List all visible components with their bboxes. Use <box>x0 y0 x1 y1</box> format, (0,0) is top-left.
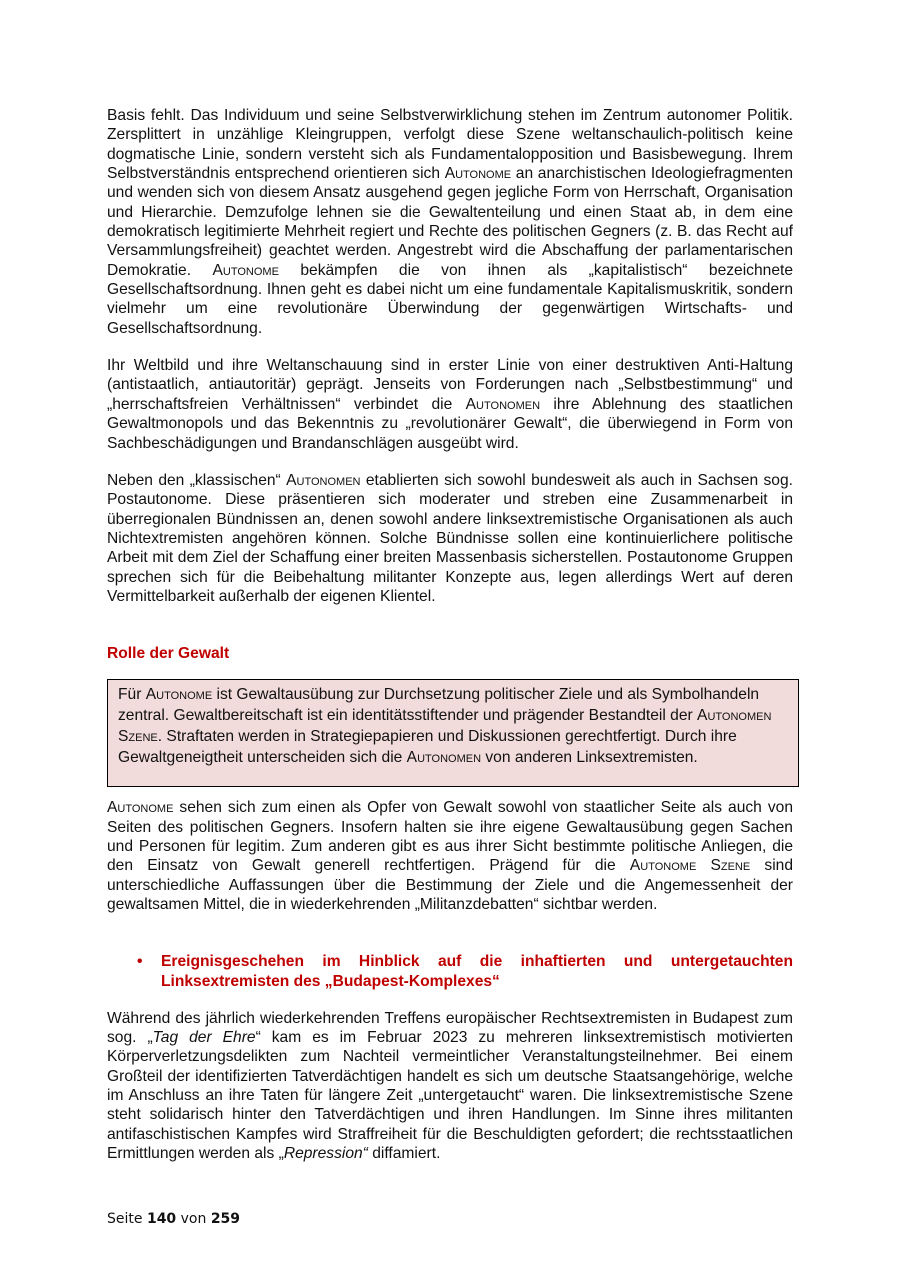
term-autonome: Autonome <box>212 261 279 279</box>
term-autonomen: Autonomen <box>406 748 482 766</box>
highlight-box-text <box>118 685 788 768</box>
text-run: Für <box>118 686 146 704</box>
total-pages-number: 259 <box>210 1211 241 1227</box>
text-run: “ kam es im Februar 2023 zu mehreren linksextremistisch motivierten Körperverletzungsdelikten zum Nachteil vermeintlicher Veranstaltungsteilnehmer. Bei einem Großteil der identifizierten Tatverdächtigen handelt es sich um deutsche Staatsangehörige, welche im Anschluss an ihre Taten für längere Zeit „untergetaucht“ waren. Die linksextremistische Szene steht solidarisch hinter den Tatverdächtigen und ihren Handlungen. Im Sinne ihres militanten antifaschistischen Kampfes wird Straffreiheit für die Beschuldigten gefordert; die rechtsstaatlichen Ermittlungen werden als „ <box>107 1028 794 1162</box>
term-autonome: Autonome <box>444 165 512 183</box>
text-run: etablierten sich sowohl bundesweit als auch in Sachsen sog. Postautonome. Diese präsentieren sich moderater und streben eine Zusammenarbeit in überregionalen Bündnissen an, denen sowohl andere linksextremistische Organisationen als auch Nichtextremisten angehören können. Solche Bündnisse sollen eine kontinuierlichere politische Arbeit mit dem Ziel der Schaffung einer breiten Massenbasis sicherstellen. Postautonome Gruppen sprechen sich für die Beibehaltung militanter Konzepte aus, legen allerdings Wert auf deren Vermittelbarkeit außerhalb der eigenen Klientel. <box>107 471 793 605</box>
text-run: ihre Ablehnung des staatlichen Gewaltmonopols und das Bekenntnis zu „revolutionärer Gewalt“, die überwiegend in Form von Sachbeschädigungen und Brandanschlägen ausgeübt wird. <box>107 395 793 452</box>
term-autonomen: Autonomen <box>286 471 361 489</box>
section-heading: Rolle der Gewalt <box>107 645 230 663</box>
bullet-heading: Ereignisgeschehen im Hinblick auf die inhaftierten und untergetauchten Linksextremisten des „Budapest-Komplexes“ <box>161 952 793 990</box>
text-run: sehen sich zum einen als Opfer von Gewalt sowohl von staatlicher Seite als auch von Seiten des politischen Gegners. Insofern halten sie ihre eigene Gewaltausübung gegen Sachen und Personen für legitim. Zum anderen gibt es aus ihrer Sicht bestimmte politische Anliegen, die den Einsatz von Gewalt generell rechtfertigen. Prägend für die <box>107 799 793 875</box>
term-autonomen-szene: Autonomen Szene <box>118 707 772 745</box>
footer-middle: von <box>176 1211 211 1227</box>
text-run: Ihr Weltbild und ihre Weltanschauung sind in erster Linie von einer destruktiven Anti-Haltung (antistaatlich, antiautoritär) geprägt. Jenseits von Forderungen nach „Selbstbestimmung“ und „herrschaftsfreien Verhältnissen“ verbindet die <box>107 357 793 413</box>
text-run: diffamiert. <box>367 1144 441 1162</box>
term-autonome: Autonome <box>107 799 174 817</box>
paragraph-3 <box>107 471 793 606</box>
page-content <box>107 106 793 1163</box>
text-run: bekämpfen die von ihnen als „kapitalistisch“ bezeichnete Gesellschaftsordnung. Ihnen geht es dabei nicht um eine fundamentale Kapitalismuskritik, sondern vielmehr um eine revolutionäre Überwindung der gegenwärtigen Wirtschafts- und Gesellschaftsordnung. <box>107 261 793 337</box>
bullet-item <box>107 952 793 992</box>
text-run: Neben den „klassischen“ <box>107 471 287 489</box>
paragraph-5 <box>107 1009 793 1164</box>
paragraph-4 <box>107 798 793 914</box>
text-run: Während des jährlich wiederkehrenden Treffens europäischer Rechtsextremisten in Budapest zum sog. „ <box>107 1009 793 1046</box>
term-autonomen: Autonomen <box>465 395 541 413</box>
bullet-marker: • <box>137 952 143 970</box>
term-autonome: Autonome <box>145 686 213 704</box>
text-run: Basis fehlt. Das Individuum und seine Selbstverwirklichung stehen im Zentrum autonomer Politik. Zersplittert in unzählige Kleingruppen, verfolgt diese Szene weltanschaulich-politisch keine dogmatische Linie, sondern versteht sich als Fundamentalopposition und Basisbewegung. Ihrem Selbstverständnis entsprechend orientieren sich <box>107 107 793 183</box>
paragraph-2 <box>107 356 793 453</box>
text-run: sind unterschiedliche Auffassungen über die Bestimmung der Ziele und die Angemessenheit der gewaltsamen Mittel, die in wiederkehrenden „Militanzdebatten“ sichtbar werden. <box>107 857 793 914</box>
page-footer <box>107 1211 240 1227</box>
term-autonome-szene: Autonome Szene <box>629 857 751 875</box>
highlight-box <box>107 679 799 787</box>
text-run: ist Gewaltausübung zur Durchsetzung politischer Ziele und als Symbolhandeln zentral. Gewaltbereitschaft ist ein identitätsstiftender und prägender Bestandteil der <box>118 686 760 725</box>
paragraph-1 <box>107 106 793 338</box>
italic-term: Repression“ <box>283 1144 368 1162</box>
current-page-number: 140 <box>146 1211 177 1227</box>
text-run: an anarchistischen Ideologiefragmenten und wenden sich von diesem Ansatz ausgehend gegen jegliche Form von Herrschaft, Organisation und Hierarchie. Demzufolge lehnen sie die Gewaltenteilung und einen Staat ab, in dem eine demokratisch legitimierte Mehrheit regiert und Rechte des politischen Gegners (z. B. das Recht auf Versammlungsfreiheit) geachtet werden. Angestrebt wird die Abschaffung der parlamentarischen Demokratie. <box>107 165 793 279</box>
footer-prefix: Seite <box>107 1211 147 1227</box>
italic-term: Tag der Ehre <box>152 1028 256 1046</box>
text-run: . Straftaten werden in Strategiepapieren und Diskussionen gerechtfertigt. Durch ihre Gewaltgeneigtheit unterscheiden sich die <box>118 727 737 766</box>
text-run: von anderen Linksextremisten. <box>481 748 698 766</box>
